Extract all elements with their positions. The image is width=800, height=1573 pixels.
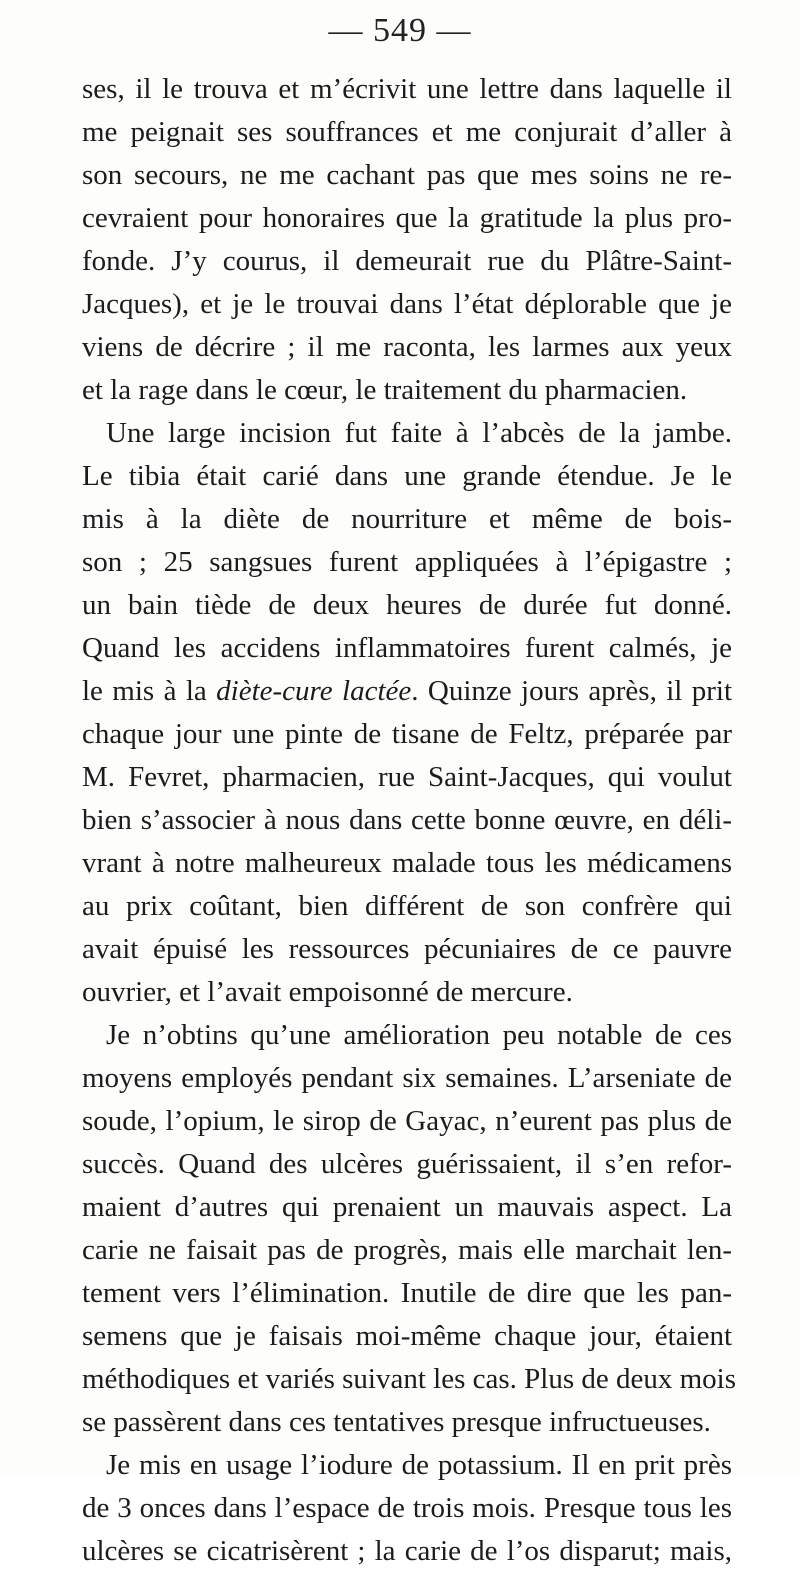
text-line: M. Fevret, pharmacien, rue Saint-Jacques, qui voulut: [82, 761, 732, 793]
text-line: ouvrier, et l’avait empoisonné de mercure.: [82, 976, 573, 1008]
text-line: chaque jour une pinte de tisane de Feltz, préparée par: [82, 718, 732, 750]
text-line: fonde. J’y courus, il demeurait rue du Plâtre-Saint-: [82, 245, 732, 277]
text-line: soude, l’opium, le sirop de Gayac, n’eurent pas plus de: [82, 1105, 732, 1137]
text-line: méthodiques et variés suivant les cas. Plus de deux mois: [82, 1363, 737, 1395]
text-line: semens que je faisais moi-même chaque jour, étaient: [82, 1320, 732, 1352]
text-line: ses, il le trouva et m’écrivit une lettre dans laquelle il: [82, 73, 732, 105]
italic-phrase: diète-cure lactée: [216, 675, 412, 707]
text-line: Une large incision fut faite à l’abcès de la jambe.: [106, 417, 732, 449]
text-line: Jacques), et je le trouvai dans l’état déplorable que je: [82, 288, 732, 320]
text-line: cevraient pour honoraires que la gratitude la plus pro-: [82, 202, 732, 234]
text-line: un bain tiède de deux heures de durée fut donné.: [82, 589, 732, 621]
text-line: mis à la diète de nourriture et même de bois-: [82, 503, 732, 535]
text-line: bien s’associer à nous dans cette bonne œuvre, en déli-: [82, 804, 732, 836]
text-line: son ; 25 sangsues furent appliquées à l’épigastre ;: [82, 546, 732, 578]
text-line: tement vers l’élimination. Inutile de dire que les pan-: [82, 1277, 732, 1309]
text-line: Je mis en usage l’iodure de potassium. Il en prit près: [106, 1449, 732, 1481]
text-line: carie ne faisait pas de progrès, mais elle marchait len-: [82, 1234, 732, 1266]
text-line: Le tibia était carié dans une grande étendue. Je le: [82, 460, 732, 492]
text-line: maient d’autres qui prenaient un mauvais aspect. La: [82, 1191, 732, 1223]
text-line: son secours, ne me cachant pas que mes soins ne re-: [82, 159, 732, 191]
text-line: ulcères se cicatrisèrent ; la carie de l’os disparut; mais,: [82, 1535, 732, 1567]
text-line: au prix coûtant, bien différent de son confrère qui: [82, 890, 732, 922]
page-number: — 549 —: [328, 12, 472, 49]
text-line: moyens employés pendant six semaines. L’arseniate de: [82, 1062, 732, 1094]
text-line: Je n’obtins qu’une amélioration peu notable de ces: [106, 1019, 732, 1051]
text-line: succès. Quand des ulcères guérissaient, il s’en refor-: [82, 1148, 732, 1180]
text-line: et la rage dans le cœur, le traitement du pharmacien.: [82, 374, 688, 406]
text-line-italic-phrase: le mis à la diète-cure lactée. Quinze jours après, il prit: [82, 675, 732, 707]
text-line: de 3 onces dans l’espace de trois mois. Presque tous les: [82, 1492, 732, 1524]
text-line: viens de décrire ; il me raconta, les larmes aux yeux: [82, 331, 732, 363]
text-line: se passèrent dans ces tentatives presque infructueuses.: [82, 1406, 711, 1438]
text-line: Quand les accidens inflammatoires furent calmés, je: [82, 632, 732, 664]
text-line: me peignait ses souffrances et me conjurait d’aller à: [82, 116, 732, 148]
text-line: avait épuisé les ressources pécuniaires de ce pauvre: [82, 933, 732, 965]
text-line: vrant à notre malheureux malade tous les médicamens: [82, 847, 732, 879]
body-text: [82, 68, 737, 1573]
